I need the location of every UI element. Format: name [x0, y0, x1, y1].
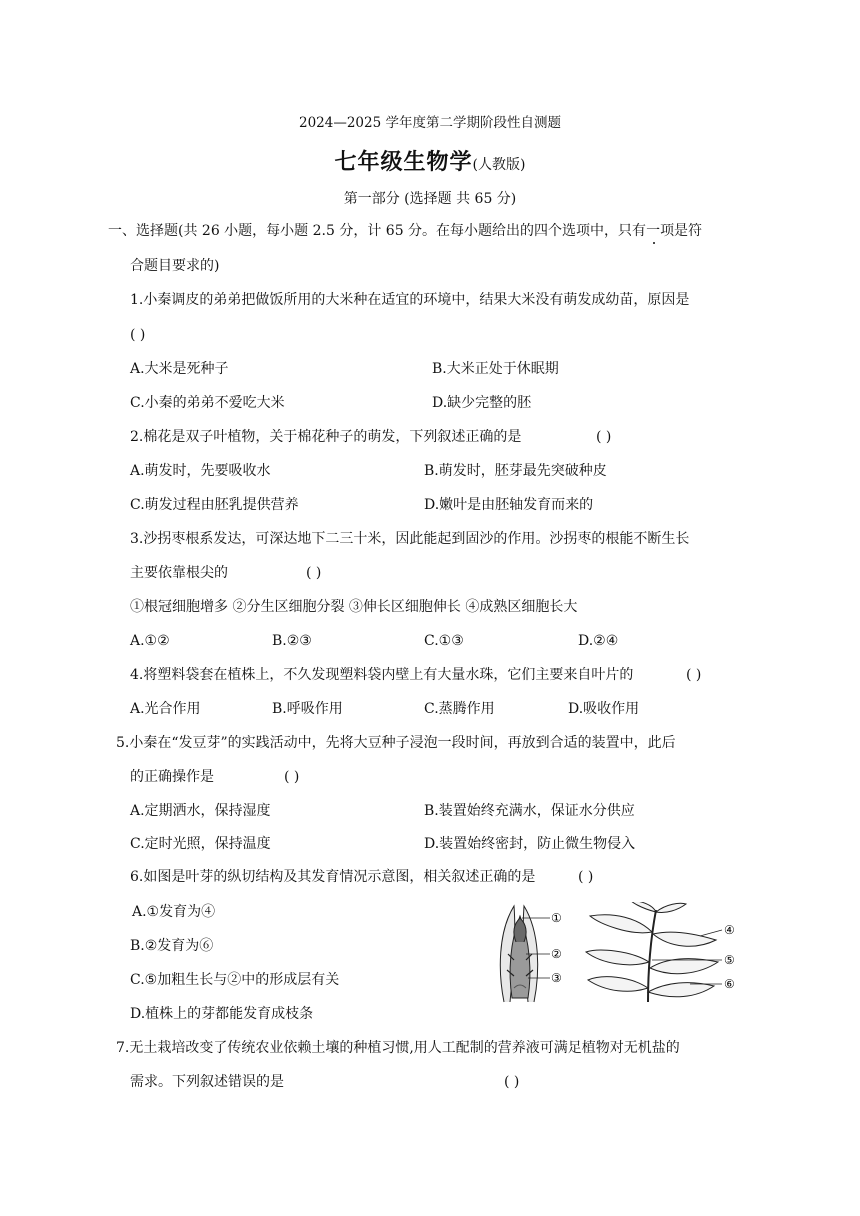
question-5-stem-line2: 的正确操作是: [130, 769, 214, 785]
label-6: ⑥: [724, 977, 735, 991]
question-4-option-d: D.吸收作用: [568, 701, 640, 717]
question-2-paren: ( ): [596, 429, 612, 445]
question-2-option-d: D.嫩叶是由胚轴发育而来的: [424, 497, 594, 513]
label-1: ①: [551, 911, 562, 925]
question-6-option-a: A.①发育为④: [132, 904, 216, 920]
question-1-option-c: C.小秦的弟弟不爱吃大米: [130, 395, 285, 411]
question-3-stem: 3.沙拐枣根系发达，可深达地下二三十米，因此能起到固沙的作用。沙拐枣的根能不断生长: [130, 531, 690, 547]
question-1-option-a: A.大米是死种子: [130, 361, 229, 377]
question-5-option-c: C.定时光照，保持温度: [130, 836, 271, 852]
section-instructions: [108, 222, 702, 240]
question-6-paren: ( ): [578, 869, 594, 885]
leaf-bud-diagram: [490, 902, 740, 1004]
question-2-stem: 2.棉花是双子叶植物，关于棉花种子的萌发，下列叙述正确的是: [130, 429, 522, 445]
question-2-option-a: A.萌发时，先要吸收水: [130, 463, 271, 479]
exam-subtitle: 2024—2025 学年度第二学期阶段性自测题: [298, 115, 561, 131]
question-4-stem: 4.将塑料袋套在植株上，不久发现塑料袋内壁上有大量水珠，它们主要来自叶片的: [130, 667, 634, 683]
question-4-option-b: B.呼吸作用: [272, 701, 343, 717]
question-3-paren: ( ): [306, 565, 322, 581]
question-1-stem: 1.小秦调皮的弟弟把做饭所用的大米种在适宜的环境中，结果大米没有萌发成幼苗，原因是: [130, 292, 690, 308]
question-2-option-b: B.萌发时，胚芽最先突破种皮: [424, 463, 607, 479]
question-4-option-a: A.光合作用: [130, 701, 201, 717]
question-1-option-d: D.缺少完整的胚: [432, 395, 532, 411]
question-4-paren: ( ): [686, 667, 702, 683]
question-7-stem-line2: 需求。下列叙述错误的是: [130, 1074, 284, 1090]
question-2-option-c: C.萌发过程由胚乳提供营养: [130, 497, 299, 513]
question-7-stem: 7.无土栽培改变了传统农业依赖土壤的种植习惯,用人工配制的营养液可满足植物对无机盐的: [116, 1040, 680, 1056]
question-5-stem: 5.小秦在“发豆芽”的实践活动中，先将大豆种子浸泡一段时间，再放到合适的装置中，此后: [116, 735, 676, 751]
edition-label: (人教版): [472, 157, 526, 173]
question-3-items: ①根冠细胞增多 ②分生区细胞分裂 ③伸长区细胞伸长 ④成熟区细胞长大: [130, 599, 578, 615]
question-1-paren: ( ): [130, 327, 146, 343]
title-text: 七年级生物学: [334, 149, 473, 175]
question-5-paren: ( ): [284, 769, 300, 785]
question-6-option-c: C.⑤加粗生长与②中的形成层有关: [130, 972, 340, 988]
section-line1-before: 一、选择题(共 26 小题，每小题 2.5 分，计 65 分。在每小题给出的四个选项中，只有: [108, 223, 647, 239]
exam-title: [0, 148, 860, 179]
label-5: ⑤: [724, 953, 735, 967]
question-3-option-b: B.②③: [272, 633, 312, 649]
shoot-drawing: [586, 902, 718, 1002]
question-6-option-b: B.②发育为⑥: [130, 938, 214, 954]
label-2: ②: [551, 947, 562, 961]
question-5-option-b: B.装置始终充满水，保证水分供应: [424, 803, 635, 819]
part-heading: 第一部分 (选择题 共 65 分): [343, 191, 517, 207]
question-3-option-c: C.①③: [424, 633, 464, 649]
question-6-stem: 6.如图是叶芽的纵切结构及其发育情况示意图，相关叙述正确的是: [130, 869, 536, 885]
section-line1-after: 项是符: [660, 223, 703, 239]
question-4-option-c: C.蒸腾作用: [424, 701, 495, 717]
label-3: ③: [551, 971, 562, 985]
question-3-stem-line2: 主要依靠根尖的: [130, 565, 228, 581]
question-3-option-d: D.②④: [578, 633, 619, 649]
section-emphasis: 一: [646, 223, 661, 239]
question-3-option-a: A.①②: [130, 633, 170, 649]
question-5-option-d: D.装置始终密封，防止微生物侵入: [424, 836, 636, 852]
section-instructions-line2: 合题目要求的): [130, 258, 220, 274]
question-1-option-b: B.大米正处于休眠期: [432, 361, 559, 377]
label-4: ④: [724, 923, 735, 937]
question-5-option-a: A.定期洒水，保持湿度: [130, 803, 271, 819]
question-7-paren: ( ): [504, 1074, 520, 1090]
question-6-option-d: D.植株上的芽都能发育成枝条: [130, 1006, 314, 1022]
